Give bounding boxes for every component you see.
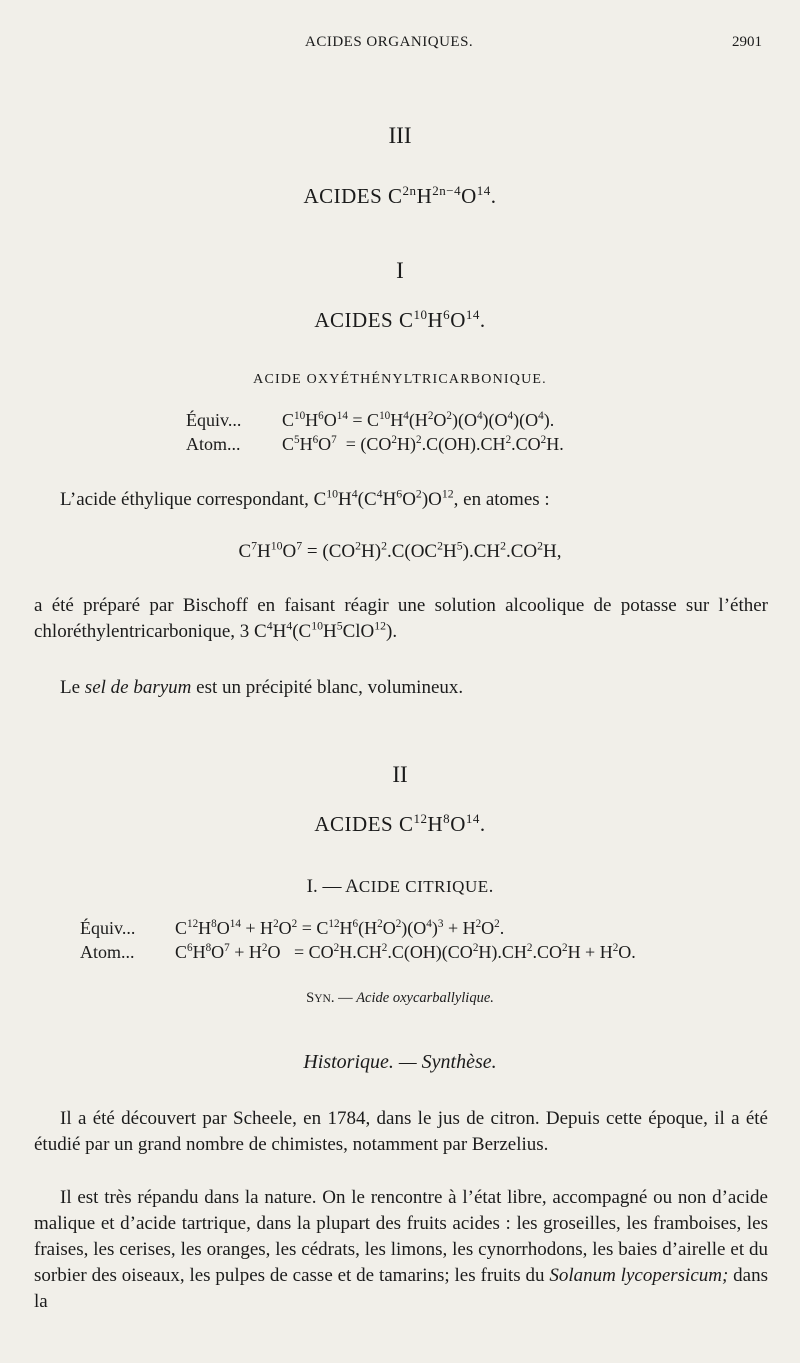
- paragraph-baryum: Le sel de baryum est un précipité blanc, volumineux.: [60, 677, 464, 698]
- paragraph-bischoff: a été préparé par Bischoff en faisant réagir une solution alcoolique de potasse sur l’éther chloréthylentricarbonique, 3 $C^4H^4(C^{10}H^5ClO^{12})$.: [34, 595, 768, 642]
- atom-formula-two: $C^6H^8O^7 + H^2O = CO^2H.CH^2.C(OH)(CO^2H).CH^2.CO^2H + H^2O$.: [175, 942, 636, 962]
- atom-formula-one: $C^5H^6O^7 = (CO^2H)^2.C(OH).CH^2.CO^2H$.: [282, 434, 564, 454]
- page-header: [0, 34, 800, 58]
- compound-name: ACIDE OXYÉTHÉNYLTRICARBONIQUE.: [253, 372, 547, 387]
- compound-title-citrique: I. — ACIDE CITRIQUE.: [306, 876, 494, 897]
- bleed-through: [40, 70, 780, 101]
- synonym: SYN. — Acide oxycarballylique.: [306, 990, 494, 1006]
- historique-heading: Historique. — Synthèse.: [303, 1051, 497, 1073]
- subsection-title-one: ACIDES $C^{10}H^6O^{14}$.: [314, 307, 486, 332]
- atom-label-two: Atom...: [80, 942, 135, 962]
- subsection-title-two: ACIDES $C^{12}H^8O^{14}$.: [314, 811, 486, 836]
- paragraph-scheele: Il a été découvert par Scheele, en 1784, dans le jus de citron. Depuis cette époque, il a été étudié par un grand nombre de chimistes, notamment par Berzelius.: [34, 1108, 768, 1155]
- equiv-label-two: Équiv...: [80, 918, 136, 938]
- section-numeral-major: III: [388, 123, 412, 148]
- page-number: 2901: [732, 34, 762, 50]
- paragraph-ethylique: L’acide éthylique correspondant, $C^{10}H^4(C^4H^6O^2)O^{12}$, en atomes :: [60, 487, 550, 510]
- formula-line: $C^7H^{10}O^7 = (CO^2H)^2.C(OC^2H^5).CH^2.CO^2H$,: [238, 539, 562, 562]
- paragraph-nature: Il est très répandu dans la nature. On le rencontre à l’état libre, accompagné ou non d’acide malique et d’acide tartrique, dans la plupart des fruits acides : les groseilles, les framboises, les fraises, les cerises, les oranges, les cédrats, les limons, les cynorrhodons, les baies d’airelle et du sorbier des oiseaux, les pulpes de casse et de tamarins; les fruits du Solanum lycopersicum; dans la: [34, 1187, 768, 1312]
- running-title: ACIDES ORGANIQUES.: [305, 34, 474, 50]
- equiv-formula-two: $C^{12}H^8O^{14} + H^2O^2 = C^{12}H^6(H^2O^2)(O^4)^3 + H^2O^2$.: [175, 918, 505, 938]
- equiv-label-one: Équiv...: [186, 410, 242, 430]
- section-title-major: ACIDES $C^{2n}H^{2n-4}O^{14}$.: [303, 183, 497, 208]
- subsection-numeral-two: II: [392, 762, 408, 787]
- equiv-formula-one: $C^{10}H^6O^{14} = C^{10}H^4(H^2O^2)(O^4)(O^4)(O^4)$.: [282, 410, 555, 430]
- subsection-numeral-one: I: [396, 258, 404, 283]
- atom-label-one: Atom...: [186, 434, 241, 454]
